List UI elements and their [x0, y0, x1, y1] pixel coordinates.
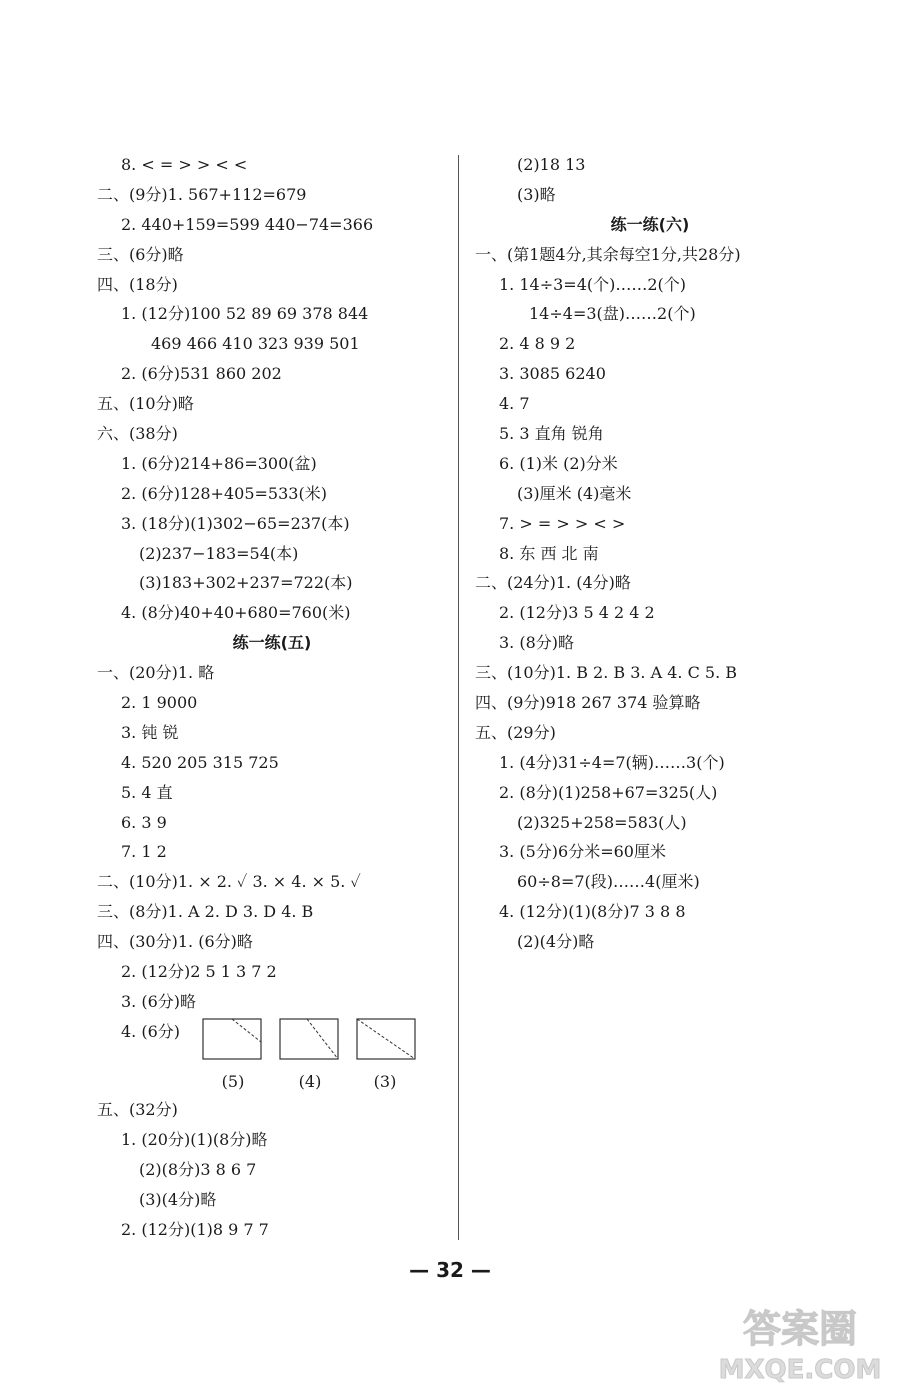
answer-line: 四、(30分)1. (6分)略	[97, 932, 253, 952]
answer-line: (3)183+302+237=722(本)	[139, 573, 353, 593]
answer-line: 二、(9分)1. 567+112=679	[97, 184, 307, 204]
answer-line: 3. (6分)略	[121, 991, 197, 1011]
figure-label-4: (4)	[298, 1072, 322, 1091]
figure-rect-3	[356, 1018, 418, 1062]
answer-line: 5. 4 直	[121, 782, 173, 802]
answer-line: 五、(10分)略	[97, 394, 194, 414]
answer-line: 7. > = > > < >	[499, 513, 626, 533]
answer-line: 2. (6分)128+405=533(米)	[121, 483, 327, 503]
answer-line: 4. 520 205 315 725	[121, 752, 279, 772]
left-column-bottom	[97, 1095, 447, 1244]
answer-line: 1. (20分)(1)(8分)略	[121, 1129, 268, 1149]
section-heading: 练一练(五)	[232, 633, 312, 653]
answer-line: 三、(8分)1. A 2. D 3. D 4. B	[97, 902, 314, 922]
figure-rect-5	[202, 1018, 264, 1062]
answer-line: (3)(4分)略	[139, 1189, 217, 1209]
answer-line: 4. (8分)40+40+680=760(米)	[121, 603, 351, 623]
answer-line: 五、(29分)	[475, 722, 556, 742]
page-number: — 32 —	[409, 1258, 491, 1282]
answer-line: (2)(4分)略	[517, 932, 595, 952]
answer-line: 14÷4=3(盘)……2(个)	[529, 304, 696, 324]
answer-line: (2)237−183=54(本)	[139, 543, 299, 563]
answer-line: 8. 东 西 北 南	[499, 543, 599, 563]
answer-line: 一、(20分)1. 略	[97, 663, 215, 683]
answer-line: 4. (12分)(1)(8分)7 3 8 8	[499, 902, 686, 922]
section-heading: 练一练(六)	[610, 214, 690, 234]
answer-line: 四、(18分)	[97, 274, 178, 294]
answer-line: 2. (8分)(1)258+67=325(人)	[499, 782, 718, 802]
watermark-bottom: MXQE.COM	[718, 1355, 882, 1385]
answer-line: 60÷8=7(段)……4(厘米)	[517, 872, 700, 892]
watermark-logo	[705, 1300, 895, 1385]
answer-line: (2)(8分)3 8 6 7	[139, 1159, 257, 1179]
left-column	[97, 150, 447, 1047]
column-divider	[458, 155, 459, 1240]
answer-line: 三、(6分)略	[97, 244, 184, 264]
answer-line: (2)18 13	[517, 155, 586, 174]
answer-line: 3. (18分)(1)302−65=237(本)	[121, 513, 350, 533]
answer-line: 3. (8分)略	[499, 633, 575, 653]
answer-line: (2)325+258=583(人)	[517, 812, 687, 832]
answer-line: 1. (4分)31÷4=7(辆)……3(个)	[499, 752, 725, 772]
answer-line: 8. < = > > < <	[121, 155, 248, 174]
answer-line: 2. (12分)2 5 1 3 7 2	[121, 962, 277, 982]
answer-line: 3. 钝 锐	[121, 722, 179, 742]
answer-line: 2. 4 8 9 2	[499, 334, 576, 354]
answer-line: 4. (6分)	[121, 1021, 181, 1041]
right-column	[475, 150, 825, 957]
answer-line: 3. (5分)6分米=60厘米	[499, 842, 666, 862]
answer-line: 6. (1)米 (2)分米	[499, 453, 618, 473]
answer-line: (3)厘米 (4)毫米	[517, 483, 632, 503]
answer-line: 1. (12分)100 52 89 69 378 844	[121, 304, 369, 324]
answer-line: 2. 440+159=599 440−74=366	[121, 214, 374, 234]
answer-line: 二、(10分)1. × 2. ✓ 3. × 4. × 5. ✓	[97, 872, 361, 892]
answer-line: 2. (6分)531 860 202	[121, 364, 282, 384]
answer-line: 6. 3 9	[121, 812, 167, 832]
answer-line: (3)略	[517, 184, 556, 204]
answer-line: 1. 14÷3=4(个)……2(个)	[499, 274, 687, 294]
answer-line: 7. 1 2	[121, 842, 167, 862]
answer-line: 一、(第1题4分,其余每空1分,共28分)	[475, 244, 741, 264]
answer-line: 五、(32分)	[97, 1100, 178, 1119]
figure-label-3: (3)	[373, 1072, 397, 1091]
answer-line: 2. 1 9000	[121, 693, 198, 713]
answer-line: 四、(9分)918 267 374 验算略	[475, 693, 701, 713]
answer-line: 2. (12分)(1)8 9 7 7	[121, 1219, 269, 1239]
answer-line: 3. 3085 6240	[499, 364, 606, 384]
answer-line: 1. (6分)214+86=300(盆)	[121, 453, 317, 473]
answer-line: 三、(10分)1. B 2. B 3. A 4. C 5. B	[475, 663, 738, 683]
answer-line: 5. 3 直角 锐角	[499, 424, 604, 444]
answer-line: 469 466 410 323 939 501	[151, 334, 360, 354]
answer-line: 六、(38分)	[97, 424, 178, 444]
answer-line: 4. 7	[499, 394, 530, 414]
answer-line: 2. (12分)3 5 4 2 4 2	[499, 603, 655, 623]
answer-line: 二、(24分)1. (4分)略	[475, 573, 631, 593]
figure-label-5: (5)	[221, 1072, 245, 1091]
watermark-top: 答案圈	[742, 1307, 858, 1351]
figure-rect-4	[279, 1018, 341, 1062]
